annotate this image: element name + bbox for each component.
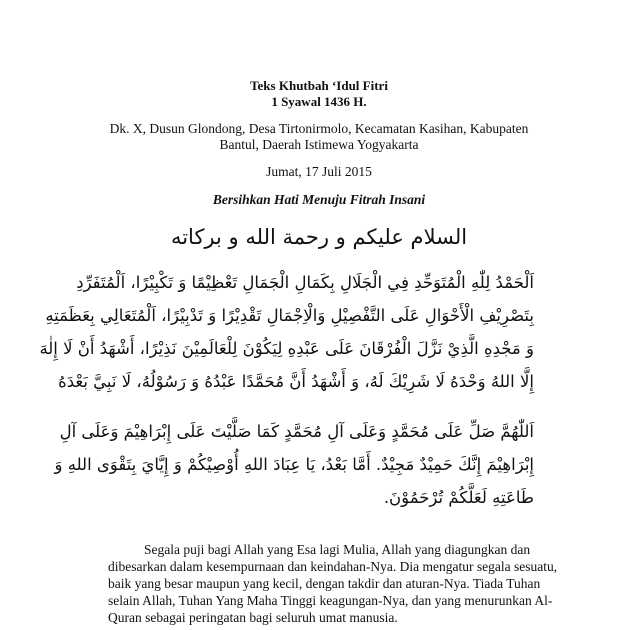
arabic-line: إِلَّا اللهُ وَحْدَهُ لَا شَرِيْكَ لَهُ، وَ أَشْهَدُ أَنَّ مُحَمَّدًا عَبْدُهُ وَ رَسُوْلُهُ، لَا نَبِيَّ بَعْدَهُ xyxy=(58,372,534,391)
translation-line: Quran sebagai peringatan bagi seluruh umat manusia. xyxy=(108,610,398,625)
hijri-date: 1 Syawal 1436 H. xyxy=(271,94,367,109)
gregorian-date: Jumat, 17 Juli 2015 xyxy=(266,164,372,179)
arabic-line: بِتَصْرِيْفِ الْأَحْوَالِ عَلَى التَّفْصِيْلِ وَالْاِجْمَالِ تَقْدِيْرًا وَ تَدْبِيْرًا، اَلْمُتَعَالِي بِعَظَمَتِهِ xyxy=(45,306,534,325)
sermon-subtitle: Bersihkan Hati Menuju Fitrah Insani xyxy=(212,192,426,207)
arabic-opening-praise xyxy=(39,266,534,398)
arabic-line: وَ مَجْدِهِ الَّذِيْ نَزَّلَ الْفُرْقَانَ عَلَى عَبْدِهِ لِيَكُوْنَ لِلْعَالَمِيْنَ نَذِيْرًا، أَشْهَدُ أَنْ لَا إِلٰهَ xyxy=(39,339,534,358)
translation-paragraph xyxy=(108,541,558,626)
translation-line: Segala puji bagi Allah yang Esa lagi Mulia, Allah yang diagungkan dan xyxy=(144,542,531,557)
translation-line: dibesarkan dalam kesempurnaan dan keindahan-Nya. Dia mengatur segala sesuatu, xyxy=(108,559,558,574)
address-line-2: Bantul, Daerah Istimewa Yogyakarta xyxy=(219,137,419,152)
translation-line: baik yang besar maupun yang kecil, dengan takdir dan aturan-Nya. Tiada Tuhan xyxy=(108,576,541,591)
arabic-line: اَللّٰهُمَّ صَلِّ عَلَى مُحَمَّدٍ وَعَلَى آلِ مُحَمَّدٍ كَمَا صَلَّيْتَ عَلَى إِبْرَاهِيْمَ وَعَلَى آلِ xyxy=(59,422,534,441)
address-line-1: Dk. X, Dusun Glondong, Desa Tirtonirmolo, Kecamatan Kasihan, Kabupaten xyxy=(109,121,529,136)
arabic-line: إِبْرَاهِيْمَ إِنَّكَ حَمِيْدٌ مَجِيْدٌ. أَمَّا بَعْدُ، يَا عِبَادَ اللهِ أُوْصِيْكُمْ وَ إِيَّايَ بِتَقْوَى اللهِ وَ xyxy=(54,455,534,474)
translation-line: selain Allah, Tuhan Yang Maha Tinggi keagungan-Nya, dan yang menurunkan Al- xyxy=(108,593,553,608)
sermon-title: Teks Khutbah ‘Idul Fitri xyxy=(250,78,388,93)
arabic-shalawat xyxy=(54,415,534,514)
arabic-line: طَاعَتِهِ لَعَلَّكُمْ تُرْحَمُوْنَ. xyxy=(383,488,534,507)
salam-greeting: السلام عليكم و رحمة الله و بركاته xyxy=(170,225,468,249)
arabic-line: اَلْحَمْدُ لِلّٰهِ الْمُتَوَحِّدِ فِي الْجَلَالِ بِكَمَالِ الْجَمَالِ تَعْظِيْمًا وَ تَكْبِيْرًا، اَلْمُتَفَرِّدِ xyxy=(76,273,534,292)
